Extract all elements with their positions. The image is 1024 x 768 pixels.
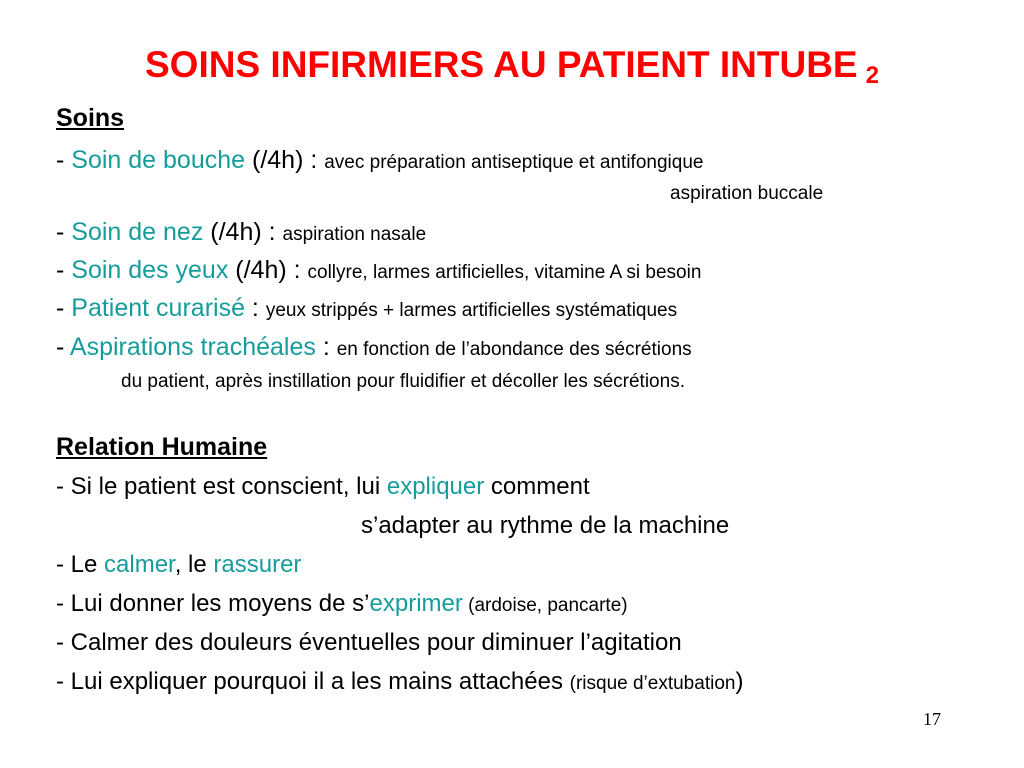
relation-highlight: expliquer (386, 473, 485, 500)
item-dash: - (56, 146, 72, 174)
soin-item-curarise (56, 294, 677, 323)
item-detail: avec préparation antiseptique et antifongique (324, 152, 704, 173)
relation-text: comment (484, 473, 590, 500)
item-continuation: aspiration buccale (670, 183, 824, 204)
relation-text: - Si le patient est conscient, lui (56, 473, 387, 500)
relation-item-douleurs (56, 629, 682, 657)
relation-highlight: rassurer (213, 551, 302, 578)
item-frequency: (/4h) : (203, 218, 283, 246)
soin-item-nez (56, 218, 426, 247)
item-keyword: Soin de bouche (71, 146, 246, 174)
relation-highlight: exprimer (369, 590, 463, 617)
item-continuation: du patient, après instillation pour fluidifier et décoller les sécrétions. (121, 371, 685, 392)
item-detail: collyre, larmes artificielles, vitamine A si besoin (307, 262, 702, 283)
item-detail: yeux strippés + larmes artificielles systématiques (265, 300, 678, 321)
relation-text: - Lui donner les moyens de s’ (56, 590, 370, 617)
relation-item-calmer (56, 551, 301, 579)
relation-text: - Calmer des douleurs éventuelles pour diminuer l’agitation (56, 629, 682, 656)
relation-text: ) (735, 668, 744, 695)
item-keyword: Patient curarisé (71, 294, 245, 322)
slide-title-number: 2 (865, 62, 879, 89)
item-detail: en fonction de l’abondance des sécrétions (336, 339, 692, 360)
item-frequency: (/4h) : (228, 256, 308, 284)
section-heading-relation: Relation Humaine (56, 433, 268, 461)
page-number: 17 (923, 709, 941, 729)
relation-continuation: s’adapter au rythme de la machine (361, 512, 730, 539)
soin-item-yeux (56, 256, 701, 285)
relation-highlight: calmer (104, 551, 175, 578)
item-frequency: : (244, 294, 266, 322)
section-heading-soins: Soins (56, 104, 125, 132)
item-frequency: : (315, 333, 337, 361)
item-keyword: Soin des yeux (71, 256, 229, 284)
item-dash: - (56, 218, 72, 246)
relation-note: (ardoise, pancarte) (462, 595, 628, 616)
item-keyword: Soin de nez (71, 218, 204, 246)
item-dash: - (56, 294, 72, 322)
relation-text: , le (174, 551, 214, 578)
soin-item-aspirations (56, 333, 692, 362)
slide-title (0, 42, 1024, 99)
relation-item-mains-attachees (56, 668, 743, 696)
relation-text: - Le (56, 551, 105, 578)
relation-text: - Lui expliquer pourquoi il a les mains attachées (56, 668, 570, 695)
item-dash: - (56, 256, 72, 284)
relation-item-expliquer (56, 473, 590, 501)
relation-item-exprimer (56, 590, 628, 618)
item-detail: aspiration nasale (282, 224, 427, 245)
item-dash: - (56, 333, 70, 361)
slide-title-text: SOINS INFIRMIERS AU PATIENT INTUBE (145, 44, 858, 85)
item-keyword: Aspirations trachéales (69, 333, 316, 361)
soin-item-bouche (56, 146, 703, 175)
item-frequency: (/4h) : (245, 146, 325, 174)
relation-note: (risque d’extubation (569, 673, 736, 694)
